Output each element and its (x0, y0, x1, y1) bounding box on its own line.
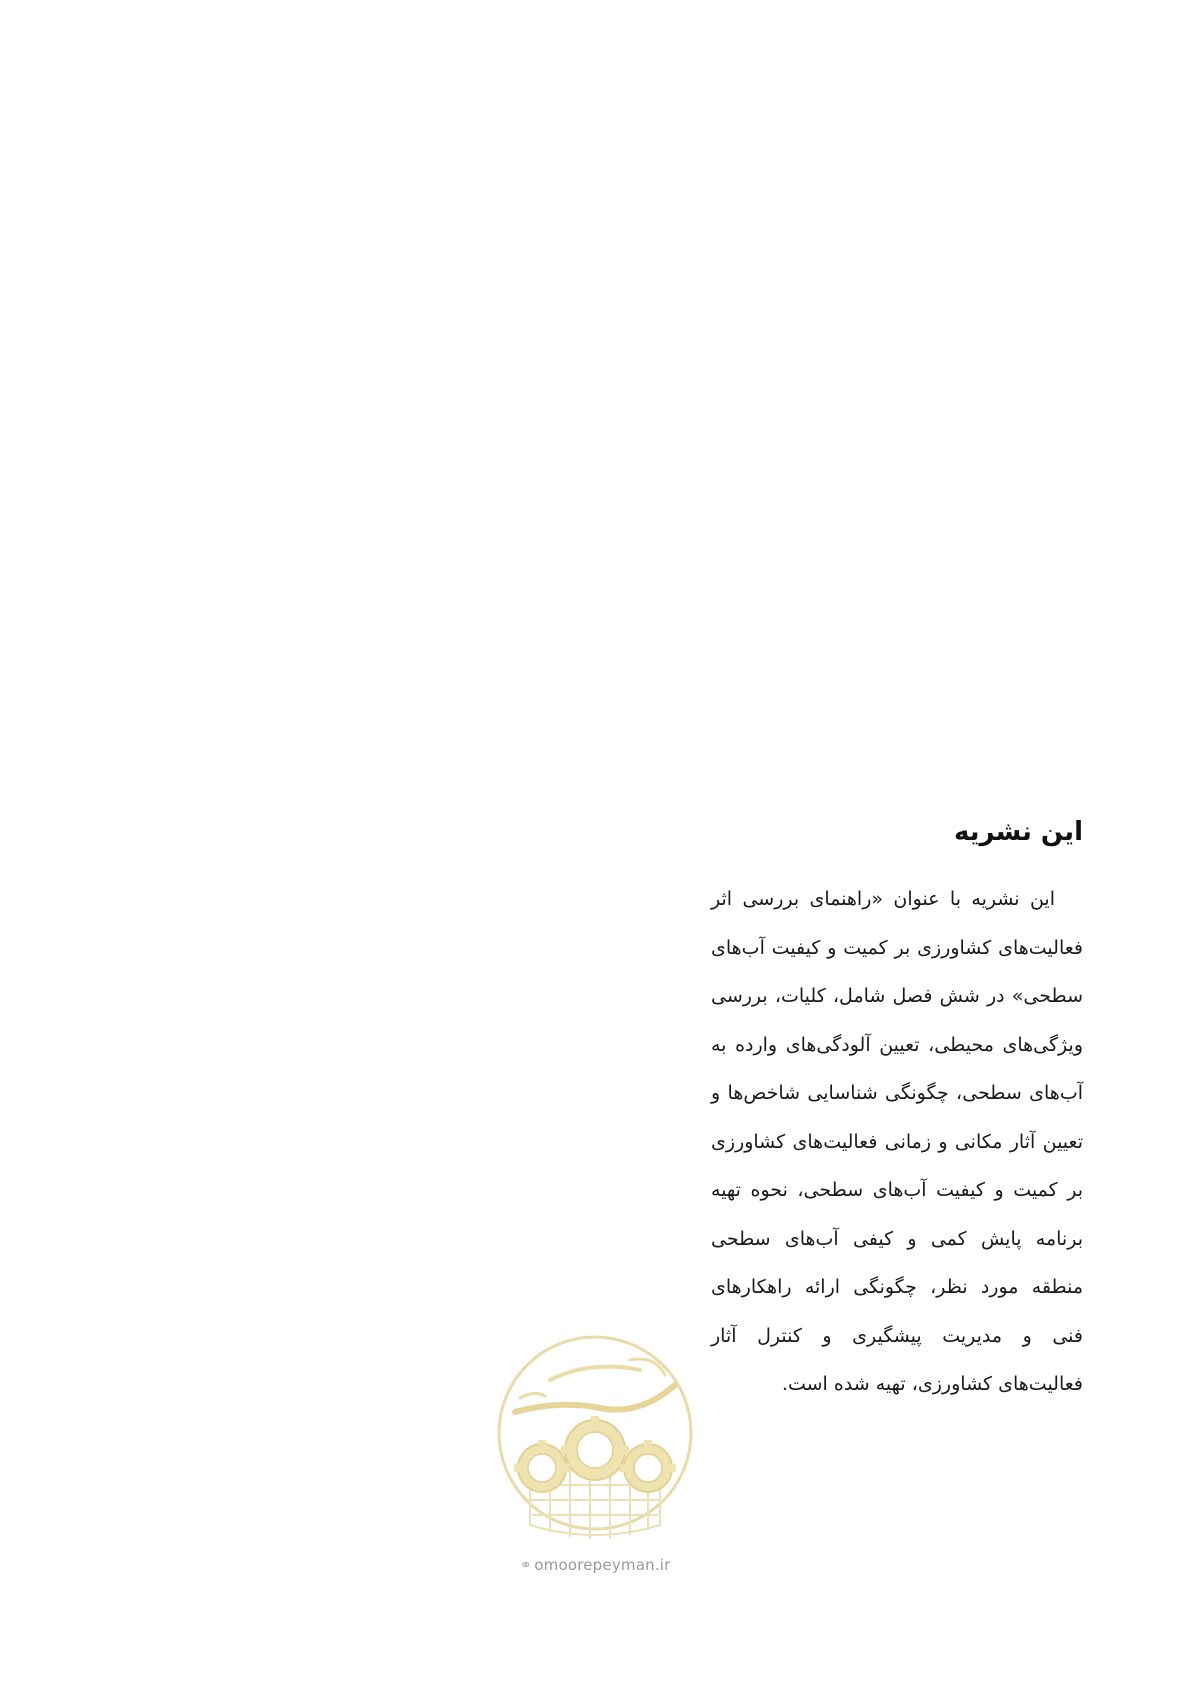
watermark-url-text: omoorepeyman.ir (534, 1556, 671, 1574)
watermark-url (490, 1556, 700, 1574)
section-title: این نشریه (953, 817, 1083, 847)
globe-icon: ⚭ (519, 1556, 533, 1574)
section-body-paragraph: این نشریه با عنوان «راهنمای بررسی اثر فعالیت‌های کشاورزی بر کمیت و کیفیت آب‌های سطحی» در شش فصل شامل، کلیات، بررسی ویژگی‌های محیطی، تعیین آلودگی‌های وارده به آب‌های سطحی، چگونگی شناسایی شاخص‌ها و تعیین آثار مکانی و زمانی فعالیت‌های کشاورزی بر کمیت و کیفیت آب‌های سطحی، نحوه تهیه برنامه پایش کمی و کیفی آب‌های سطحی منطقه مورد نظر، چگونگی ارائه راهکارهای فنی و مدیریت پیشگیری و کنترل آثار فعالیت‌های کشاورزی، تهیه شده است. (711, 888, 1083, 1395)
watermark-seal-icon (490, 1330, 700, 1550)
watermark-logo (490, 1330, 700, 1580)
